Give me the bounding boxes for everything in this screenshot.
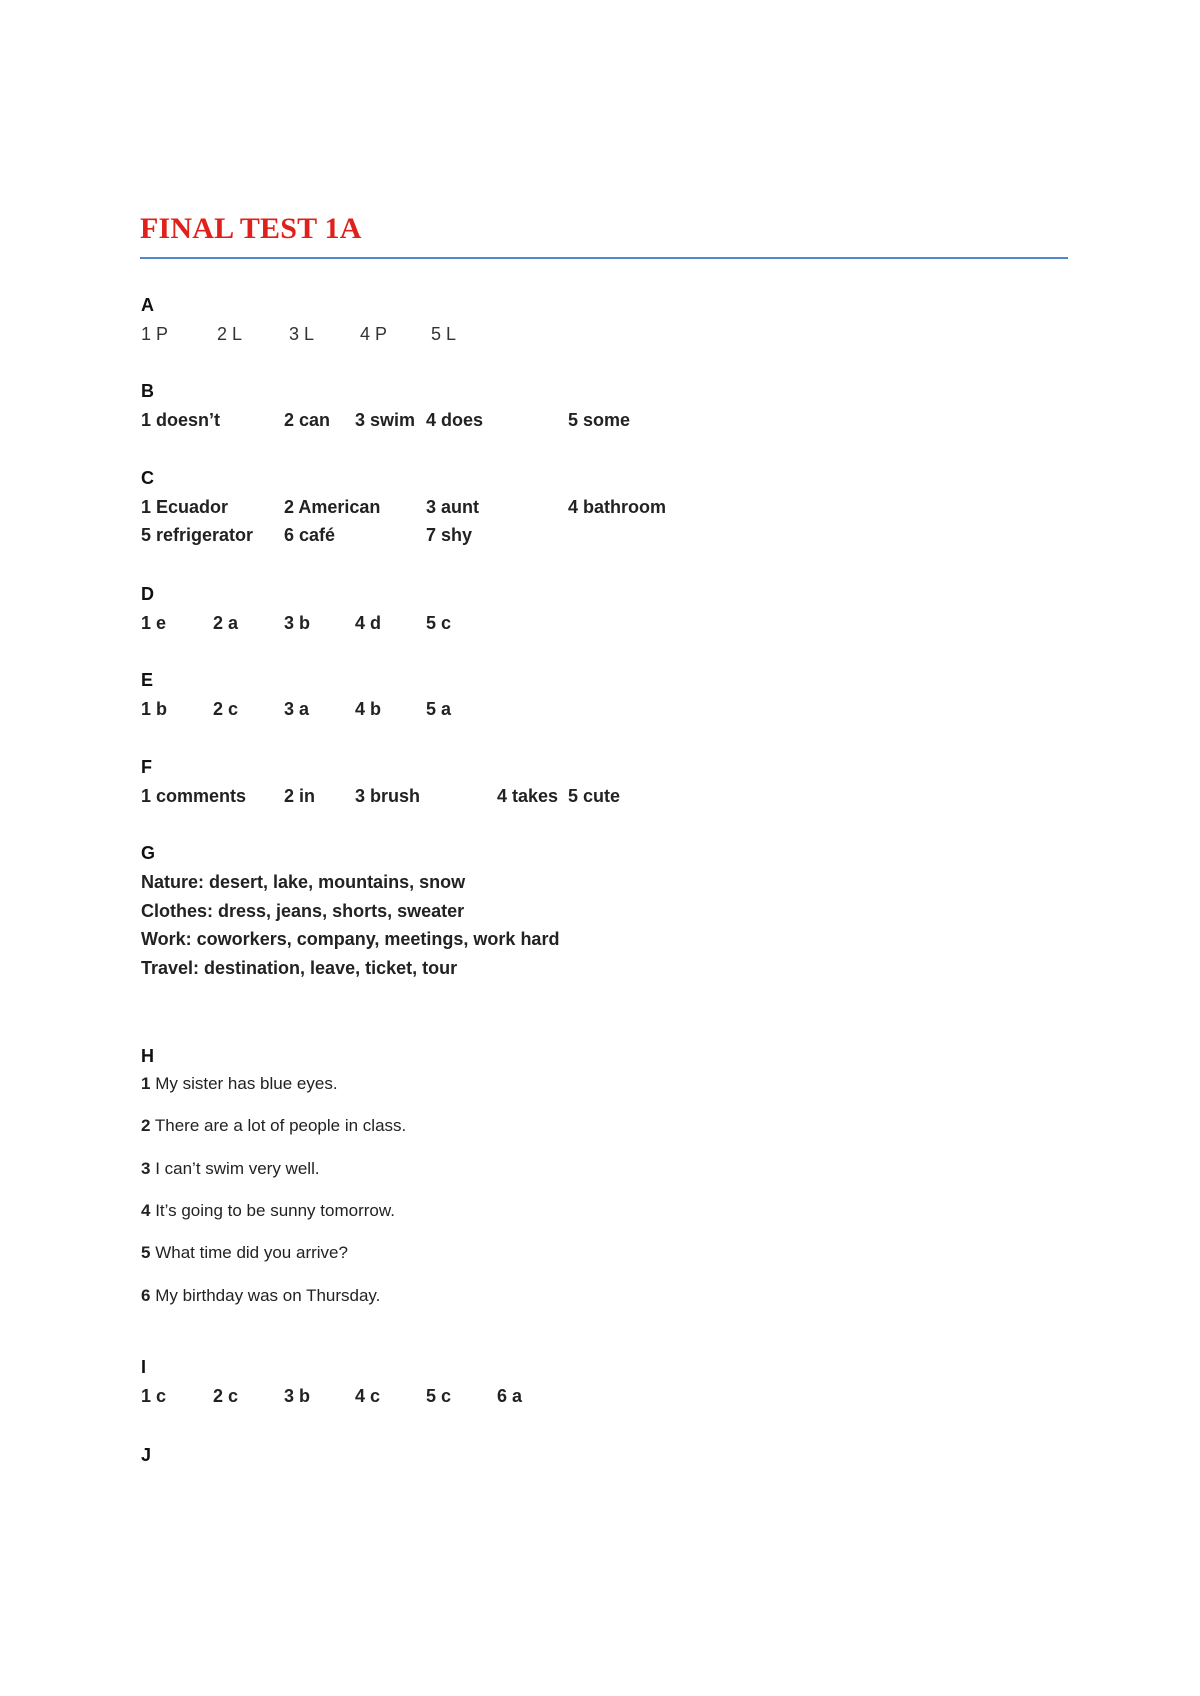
section-f-label: F xyxy=(141,757,152,777)
item-number: 1 xyxy=(141,1074,151,1093)
item-text: My sister has blue eyes. xyxy=(155,1074,338,1093)
answer: 4 P xyxy=(360,324,388,344)
section-a-answers xyxy=(141,322,1041,346)
answer: 3 b xyxy=(284,1386,311,1406)
answer: 3 a xyxy=(284,699,310,719)
item-text: What time did you arrive? xyxy=(155,1243,348,1262)
answer: 4 d xyxy=(355,613,382,633)
item-text: There are a lot of people in class. xyxy=(154,1116,407,1135)
answer: 1 e xyxy=(141,613,167,633)
answer: 2 c xyxy=(213,1386,239,1406)
page-title: FINAL TEST 1A xyxy=(140,212,362,245)
answer: 4 bathroom xyxy=(568,497,667,517)
category-line: Nature: desert, lake, mountains, snow xyxy=(141,872,466,892)
answer: 1 P xyxy=(141,324,169,344)
section-i-answers xyxy=(141,1384,1041,1408)
answer: 3 b xyxy=(284,613,311,633)
title-underline xyxy=(140,257,1068,259)
section-j-label: J xyxy=(141,1445,152,1465)
section-g-label: G xyxy=(141,843,156,863)
sentence-item xyxy=(141,1200,395,1222)
sentence-item xyxy=(141,1285,380,1307)
item-number: 2 xyxy=(141,1116,151,1135)
section-c-answers-row1 xyxy=(141,495,1041,519)
sentence-item xyxy=(141,1115,406,1137)
answer: 4 takes xyxy=(497,786,559,806)
section-d-label: D xyxy=(141,584,154,604)
answer: 5 some xyxy=(568,410,631,430)
sentence-item xyxy=(141,1242,348,1264)
answer: 3 L xyxy=(289,324,315,344)
section-c-answers-row2 xyxy=(141,523,1041,547)
item-text: My birthday was on Thursday. xyxy=(155,1286,381,1305)
answer: 3 swim xyxy=(355,410,416,430)
answer: 4 does xyxy=(426,410,484,430)
answer: 5 cute xyxy=(568,786,621,806)
section-c-label: C xyxy=(141,468,154,488)
answer: 2 c xyxy=(213,699,239,719)
answer: 2 L xyxy=(217,324,243,344)
answer: 2 can xyxy=(284,410,331,430)
section-e-label: E xyxy=(141,670,154,690)
answer: 1 Ecuador xyxy=(141,497,229,517)
answer: 7 shy xyxy=(426,525,473,545)
answer: 3 aunt xyxy=(426,497,480,517)
answer: 5 L xyxy=(431,324,457,344)
section-i-label: I xyxy=(141,1357,147,1377)
item-text: I can’t swim very well. xyxy=(155,1159,320,1178)
section-b-answers xyxy=(141,408,1041,432)
category-line: Travel: destination, leave, ticket, tour xyxy=(141,958,458,978)
answer: 6 a xyxy=(497,1386,523,1406)
item-number: 5 xyxy=(141,1243,151,1262)
answer: 1 doesn’t xyxy=(141,410,221,430)
answer: 2 in xyxy=(284,786,316,806)
section-f-answers xyxy=(141,784,1041,808)
answer: 4 c xyxy=(355,1386,381,1406)
answer: 5 refrigerator xyxy=(141,525,254,545)
answer: 5 c xyxy=(426,613,452,633)
answer: 1 comments xyxy=(141,786,247,806)
answer: 4 b xyxy=(355,699,382,719)
section-b-label: B xyxy=(141,381,154,401)
sentence-item xyxy=(141,1158,320,1180)
section-d-answers xyxy=(141,611,1041,635)
item-number: 3 xyxy=(141,1159,151,1178)
category-line: Clothes: dress, jeans, shorts, sweater xyxy=(141,901,465,921)
item-number: 4 xyxy=(141,1201,151,1220)
section-e-answers xyxy=(141,697,1041,721)
answer: 1 b xyxy=(141,699,168,719)
answer: 1 c xyxy=(141,1386,167,1406)
item-text: It’s going to be sunny tomorrow. xyxy=(155,1201,395,1220)
answer: 6 café xyxy=(284,525,336,545)
section-h-label: H xyxy=(141,1046,154,1066)
answer: 2 American xyxy=(284,497,381,517)
answer: 5 c xyxy=(426,1386,452,1406)
answer: 2 a xyxy=(213,613,239,633)
item-number: 6 xyxy=(141,1286,151,1305)
section-a-label: A xyxy=(141,295,154,315)
category-line: Work: coworkers, company, meetings, work hard xyxy=(141,929,560,949)
sentence-item xyxy=(141,1073,338,1095)
answer: 5 a xyxy=(426,699,452,719)
answer: 3 brush xyxy=(355,786,421,806)
